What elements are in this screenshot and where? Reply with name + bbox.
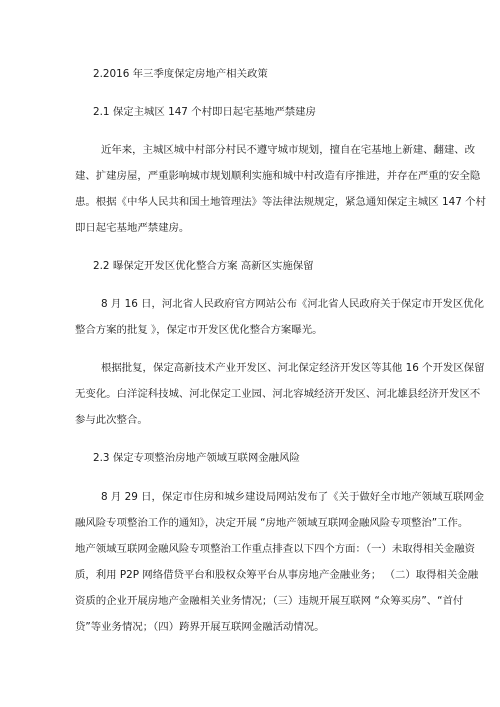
paragraph-line: 建、扩建房屋，严重影响城市规划顺利实施和城中村改造有序推进，并存在严重的安全隐 [75, 170, 481, 182]
subsection-heading: 2.1 保定主城区 147 个村即日起宅基地严禁建房 [93, 106, 316, 118]
section-heading: 2.2016 年三季度保定房地产相关政策 [93, 68, 268, 80]
paragraph-line: 近年来，主城区城中村部分村民不遵守城市规划，擅自在宅基地上新建、翻建、改 [101, 144, 476, 156]
paragraph-line: 贷”等业务情况；（四）跨界开展互联网金融活动情况。 [75, 621, 325, 633]
paragraph-line: 质，利用 P2P 网络借贷平台和股权众筹平台从事房地产金融业务； （二）取得相关金融 [75, 569, 479, 581]
paragraph-line: 融风险专项整治工作的通知》，决定开展 “房地产领域互联网金融风险专项整治”工作。 [75, 517, 469, 529]
paragraph-line: 8 月 16 日，河北省人民政府官方网站公布《河北省人民政府关于保定市开发区优化 [101, 298, 485, 310]
subsection-heading: 2.3 保定专项整治房地产领域互联网金融风险 [93, 452, 300, 464]
paragraph-line: 无变化。白洋淀科技城、河北保定工业园、河北容城经济开发区、河北雄县经济开发区不 [75, 388, 481, 400]
paragraph-line: 资质的企业开展房地产金融相关业务情况；（三）违规开展互联网 “众筹买房”、“首付 [75, 595, 464, 607]
subsection-heading: 2.2 曝保定开发区优化整合方案 高新区实施保留 [93, 260, 314, 272]
paragraph-line: 8 月 29 日，保定市住房和城乡建设局网站发布了《关于做好全市地产领域互联网金 [101, 491, 485, 503]
paragraph-line: 整合方案的批复 》，保定市开发区优化整合方案曝光。 [75, 324, 323, 336]
paragraph-line: 参与此次整合。 [75, 414, 148, 426]
paragraph-line: 根据批复，保定高新技术产业开发区、河北保定经济开发区等其他 16 个开发区保留 [101, 362, 485, 374]
paragraph-line: 患。根据《中华人民共和国土地管理法》等法律法规规定，紧急通知保定主城区 147 个村 [75, 196, 486, 208]
paragraph-line: 地产领域互联网金融风险专项整治工作重点排查以下四个方面：（一）未取得相关金融资 [75, 543, 476, 555]
paragraph-line: 即日起宅基地严禁建房。 [75, 222, 190, 234]
